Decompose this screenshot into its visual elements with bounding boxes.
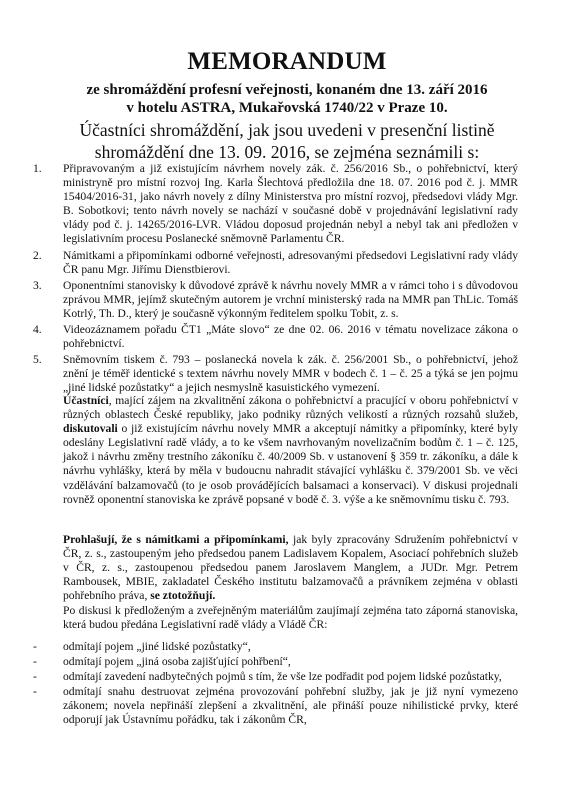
list-item-text: Oponentními stanovisky k důvodové zprávě k návrhu novely MMR a v rámci toho i s důvodovou zprávou MMR, jejímž skutečným autorem je vrchní ministerský rada na MMR pan ThLic. Tomáš Kotrlý, Th. D., který je současně výkonným ředitelem spolku Tobit, z. s. xyxy=(63,278,518,320)
list-item xyxy=(33,279,518,321)
list-item-number: 4. xyxy=(33,323,42,337)
list-item-text: odmítají snahu destruovat zejména provozování pohřební služby, jak je již nyní vymezeno zákonem; novela nepřináší zlepšení a zkvalitnění, ale přináší pouze nihilistické prvky, které odporují jak Ústavnímu pořádku, tak i zákonům ČR, xyxy=(63,685,518,727)
list-item-text: odmítají zavedení nadbytečných pojmů s tím, že vše lze podřadit pod pojem lidské pozůstatky, xyxy=(63,670,502,684)
list-item xyxy=(33,685,518,727)
list-item xyxy=(33,655,518,669)
bold-text: diskutovali xyxy=(63,422,118,436)
list-item-number: 3. xyxy=(33,278,42,292)
intro-line-1: Účastníci shromáždění, jak jsou uvedeni v presenční listině xyxy=(79,120,495,140)
dash-bullet: - xyxy=(33,640,37,653)
list-item-number: 2. xyxy=(33,248,42,262)
bold-text: Prohlašují, že s námitkami a připomínkami, xyxy=(63,533,289,546)
subtitle-line-1: ze shromáždění profesní veřejnosti, konaném dne 13. září 2016 xyxy=(86,82,488,98)
list-item-number: 1. xyxy=(33,162,42,175)
list-item xyxy=(33,249,518,277)
document-title: MEMORANDUM xyxy=(187,48,387,75)
list-item-number: 5. xyxy=(33,353,42,367)
list-item-text: Připravovaným a již existujícím návrhem novely zák. č. 256/2016 Sb., o pohřebnictví, který ministryně pro místní rozvoj Ing. Karla Šlechtová předložila dne 18. 07. 2016 pod č. j. MMR 15404/2016-31, jako návrh novely z dílny Ministerstva pro místní rozvoj, předsedovi vlády Mgr. B. Sobotkovi; tento návrh novely se nachází v současné době v projednávání legislativní rady vlády pod č. j. 14265/2016-LVR. Vládou doposud projednán nebyl a nebyl tak ani předložen v legislativním procesu Poslanecké sněmovně Parlamentu ČR. xyxy=(63,162,518,246)
list-item xyxy=(33,670,518,684)
bold-text: se ztotožňují. xyxy=(150,589,216,603)
dash-bullet: - xyxy=(33,685,37,699)
paragraph-text: jak byly zpracovány Sdružením pohřebnictví v ČR, z. s., zastoupeným jeho předsedou panem Ladislavem Kopalem, Asociací pohřebních služeb v ČR, z. s., zastoupenou předsedou panem Jaroslavem Manglem, a JUDr. Mgr. Petrem Rambousek, MBIE, zakladatel Českého institutu balzamovačů a právníkem zejména v oblasti pohřebního práva, xyxy=(63,533,518,603)
declaration-paragraph xyxy=(63,533,518,603)
dash-bullet: - xyxy=(33,655,37,669)
bold-text: Účastníci xyxy=(63,394,109,407)
list-item xyxy=(33,323,518,351)
dash-list xyxy=(33,640,518,729)
participants-paragraph xyxy=(63,394,518,507)
list-item-text: Sněmovním tiskem č. 793 – poslanecká novela k zák. č. 256/2001 Sb., o pohřebnictví, jehož znění je téměř identické s textem návrhu novely MMR v bodech č. 1 – č. 25 a týká se jen pojmu „jiné lidské pozůstatky“ a jejich nesmyslně kasuistického vymezení. xyxy=(63,353,518,395)
list-item xyxy=(33,640,518,654)
list-item xyxy=(33,353,518,395)
list-item-text: odmítají pojem „jiné lidské pozůstatky“, xyxy=(63,640,251,653)
list-item-text: Videozáznamem pořadu ČT1 „Máte slovo“ ze dne 02. 06. 2016 v tématu novelizace zákona o pohřebnictví. xyxy=(63,323,518,351)
numbered-list xyxy=(33,162,518,398)
paragraph-text: o již existujícím návrhu novely MMR a akceptují námitky a připomínky, které byly odeslány Legislativní radě vlády, a to ke všem navrhovaným novelizačním bodům č. 1 – č. 125, jakož i návrhu změny trestního zákoníku č. 40/2009 Sb. v ustanovení § 359 tr. zákoníku, a dále k návrhu vyhlášky, která by měla v budoucnu nahradit stávající vyhlášku č. 379/2001 Sb. ve věci vzdělávání balzamovačů (to je osob provádějících balsamaci a konservaci). V diskusi projednali rovněž oponentní stanoviska ke zprávě popsané v bodě č. 3. výše a ke sněmovnímu tisku č. 793. xyxy=(63,422,518,506)
subtitle-line-2: v hotelu ASTRA, Mukařovská 1740/22 v Praze 10. xyxy=(126,100,448,116)
discussion-paragraph: Po diskusi k předloženým a zveřejněným materiálům zaujímají zejména tato záporná stanoviska, která budou předána Legislativní radě vlády a Vládě ČR: xyxy=(63,604,518,632)
list-item-text: odmítají pojem „jiná osoba zajišťující pohřbení“, xyxy=(63,655,291,669)
intro-line-2: shromáždění dne 13. 09. 2016, se zejména seznámili s: xyxy=(94,142,480,162)
paragraph-text: , mající zájem na zkvalitnění zákona o pohřebnictví a pracující v oboru pohřebnictví v různých oblastech České republiky, jako podniky různých velikostí a různých rozsahů služeb, xyxy=(63,394,518,422)
list-item xyxy=(33,162,518,247)
dash-bullet: - xyxy=(33,670,37,684)
list-item-text: Námitkami a připomínkami odborné veřejnosti, adresovanými předsedovi Legislativní rady vlády ČR panu Mgr. Jiřímu Dienstbierovi. xyxy=(63,248,518,276)
